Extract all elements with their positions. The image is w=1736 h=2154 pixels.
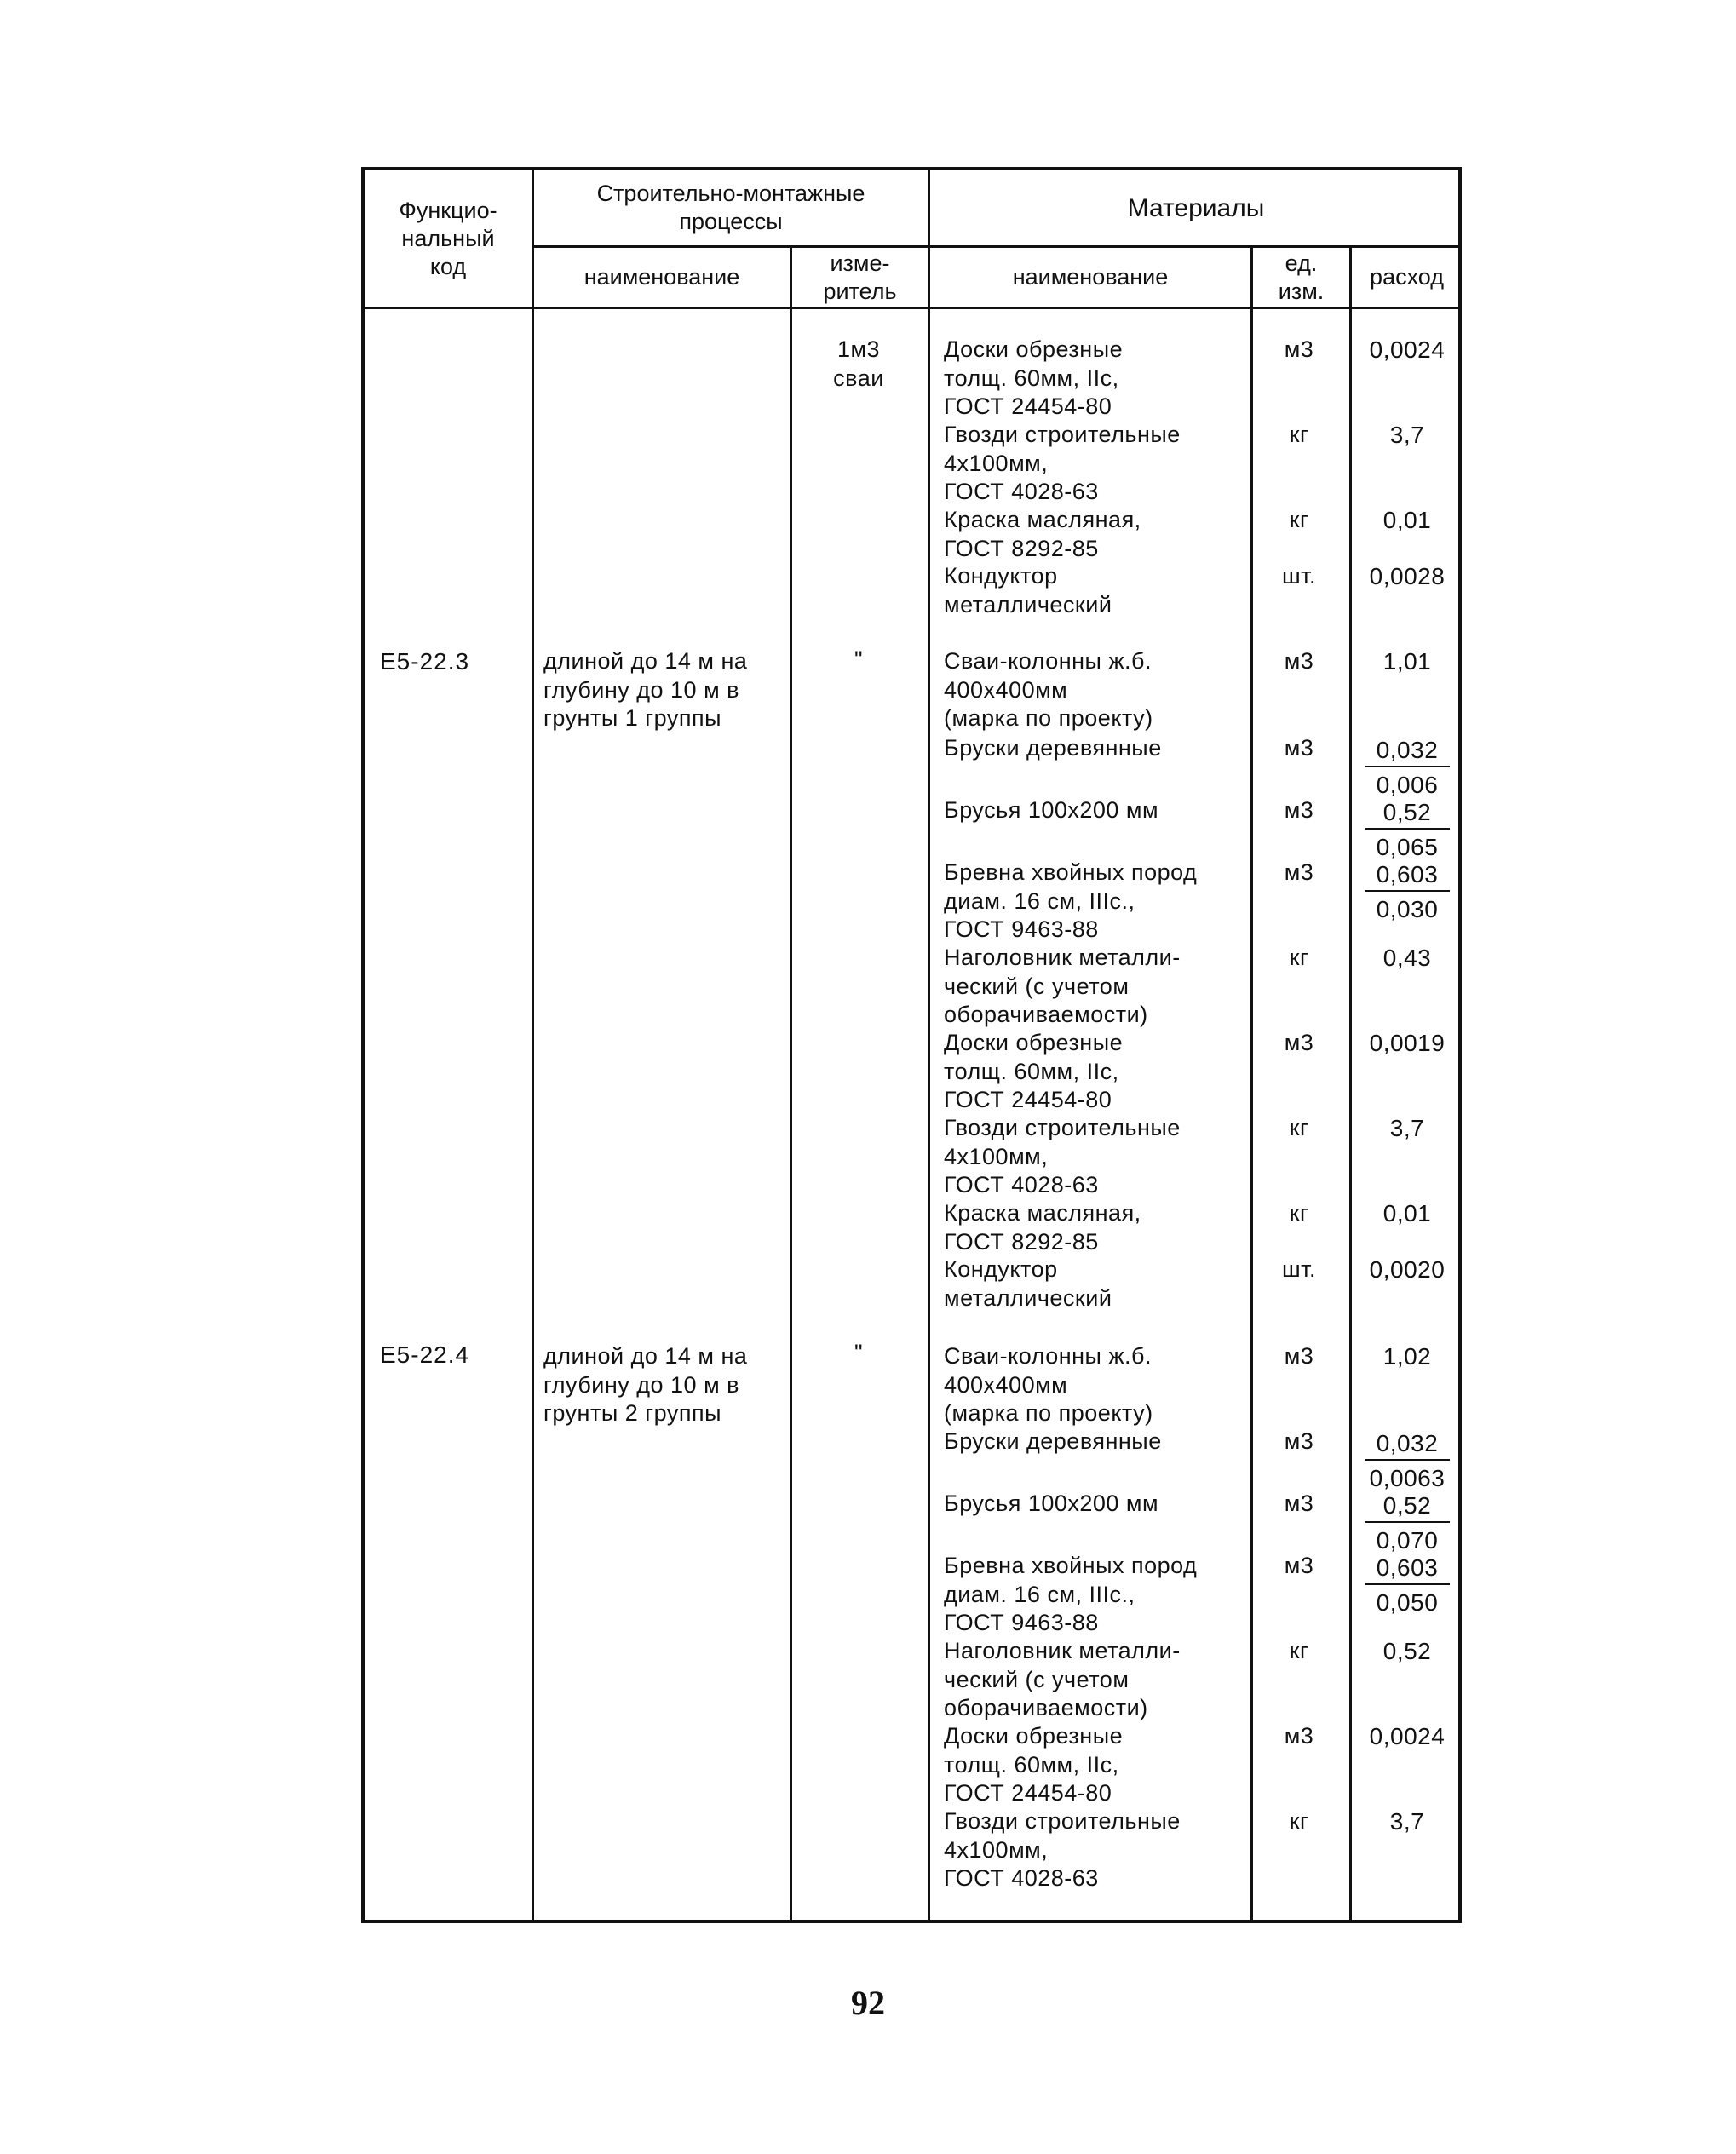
header-mat-unit: ед. изм. (1278, 250, 1325, 304)
material-name: Кондуктор металлический (944, 1256, 1112, 1311)
material-qty-fraction: $\frac{0,032}{0,006}$ (1353, 734, 1462, 801)
material-unit: м3 (1284, 1491, 1314, 1516)
material-unit: кг (1289, 422, 1309, 447)
material-unit: м3 (1284, 859, 1314, 885)
material-name: Гвозди строительные 4х100мм, ГОСТ 4028-63 (944, 1808, 1181, 1891)
material-unit: м3 (1284, 1030, 1314, 1055)
material-qty: 3,7 (1389, 422, 1425, 448)
material-unit: шт. (1281, 563, 1317, 589)
material-qty-fraction: $\frac{0,52}{0,070}$ (1353, 1490, 1462, 1556)
material-qty-fraction: $\frac{0,603}{0,030}$ (1353, 859, 1462, 925)
page-number: 92 (851, 1984, 885, 2022)
material-qty-fraction: $\frac{0,032}{0,0063}$ (1353, 1427, 1462, 1494)
material-name: Наголовник металли- ческий (с учетом оборачиваемости) (944, 1638, 1181, 1720)
process-name: длиной до 14 м на глубину до 10 м в грунты 2 группы (543, 1343, 748, 1426)
material-name: Наголовник металли- ческий (с учетом оборачиваемости) (944, 945, 1181, 1027)
material-qty: 0,0019 (1369, 1030, 1446, 1056)
material-unit: м3 (1284, 1723, 1314, 1749)
material-unit: кг (1289, 1115, 1309, 1140)
meter-value: " (854, 1340, 864, 1365)
material-unit: м3 (1284, 336, 1314, 362)
function-code: Е5-22.3 (380, 648, 470, 675)
material-qty-fraction: $\frac{0,603}{0,050}$ (1353, 1552, 1462, 1618)
material-unit: м3 (1284, 648, 1314, 674)
col-divider-5 (1349, 245, 1352, 1920)
material-name: Гвозди строительные 4х100мм, ГОСТ 4028-63 (944, 1115, 1181, 1198)
material-unit: кг (1289, 945, 1309, 970)
function-code: Е5-22.4 (380, 1341, 470, 1368)
process-name: длиной до 14 м на глубину до 10 м в грунты 1 группы (543, 648, 748, 731)
material-name: Доски обрезные толщ. 60мм, IIс, ГОСТ 24454-80 (944, 1723, 1124, 1806)
material-qty: 0,43 (1382, 945, 1432, 971)
header-code: Функцио- нальный код (399, 197, 497, 279)
col-divider-3 (928, 170, 930, 1920)
material-unit: шт. (1281, 1256, 1317, 1282)
header-mat-qty: расход (1370, 264, 1444, 290)
header-processes: Строительно-монтажные процессы (596, 181, 865, 234)
header-proc-name: наименование (583, 264, 740, 290)
material-name: Бруски деревянные (944, 1428, 1162, 1454)
material-name: Брусья 100х200 мм (944, 797, 1159, 823)
material-unit: м3 (1284, 735, 1314, 761)
material-unit: м3 (1284, 1553, 1314, 1578)
material-name: Доски обрезные толщ. 60мм, IIс, ГОСТ 24454-80 (944, 1030, 1124, 1112)
header-proc-meter: изме- ритель (823, 250, 897, 304)
material-qty: 3,7 (1389, 1115, 1425, 1141)
material-unit: м3 (1284, 797, 1314, 823)
material-qty-fraction: $\frac{0,52}{0,065}$ (1353, 796, 1462, 863)
material-unit: кг (1289, 1200, 1309, 1226)
material-name: Гвозди строительные 4х100мм, ГОСТ 4028-63 (944, 422, 1181, 504)
material-qty: 0,0024 (1369, 336, 1446, 363)
meter-value: " (854, 646, 864, 672)
materials-table (361, 167, 1462, 1923)
material-name: Бревна хвойных пород диам. 16 см, IIIс., ГОСТ 9463-88 (944, 1553, 1198, 1635)
header-materials: Материалы (1127, 193, 1265, 222)
meter-value: 1м3 сваи (833, 336, 884, 391)
material-name: Бревна хвойных пород диам. 16 см, IIIс., ГОСТ 9463-88 (944, 859, 1198, 942)
header-mat-name: наименование (1012, 264, 1169, 290)
material-qty: 0,0020 (1369, 1256, 1446, 1283)
material-unit: кг (1289, 507, 1309, 532)
material-name: Краска масляная, ГОСТ 8292-85 (944, 1200, 1141, 1255)
material-name: Бруски деревянные (944, 735, 1162, 761)
material-name: Кондуктор металлический (944, 563, 1112, 617)
material-name: Сваи-колонны ж.б. 400х400мм (марка по проекту) (944, 648, 1153, 731)
col-divider-2 (790, 245, 792, 1920)
material-name: Брусья 100х200 мм (944, 1491, 1159, 1516)
material-unit: м3 (1284, 1428, 1314, 1454)
material-unit: м3 (1284, 1343, 1314, 1369)
material-qty: 0,52 (1382, 1638, 1432, 1664)
material-qty: 0,0028 (1369, 563, 1446, 589)
material-name: Краска масляная, ГОСТ 8292-85 (944, 507, 1141, 561)
material-qty: 0,01 (1382, 507, 1432, 533)
material-name: Доски обрезные толщ. 60мм, IIс, ГОСТ 24454-80 (944, 336, 1124, 419)
material-unit: кг (1289, 1808, 1309, 1834)
material-qty: 1,02 (1382, 1343, 1432, 1370)
material-unit: кг (1289, 1638, 1309, 1663)
material-qty: 1,01 (1382, 648, 1432, 675)
material-qty: 3,7 (1389, 1808, 1425, 1835)
header-bottom-line (365, 307, 1458, 309)
material-qty: 0,01 (1382, 1200, 1432, 1226)
material-name: Сваи-колонны ж.б. 400х400мм (марка по проекту) (944, 1343, 1153, 1426)
col-divider-1 (532, 170, 534, 1920)
material-qty: 0,0024 (1369, 1723, 1446, 1749)
